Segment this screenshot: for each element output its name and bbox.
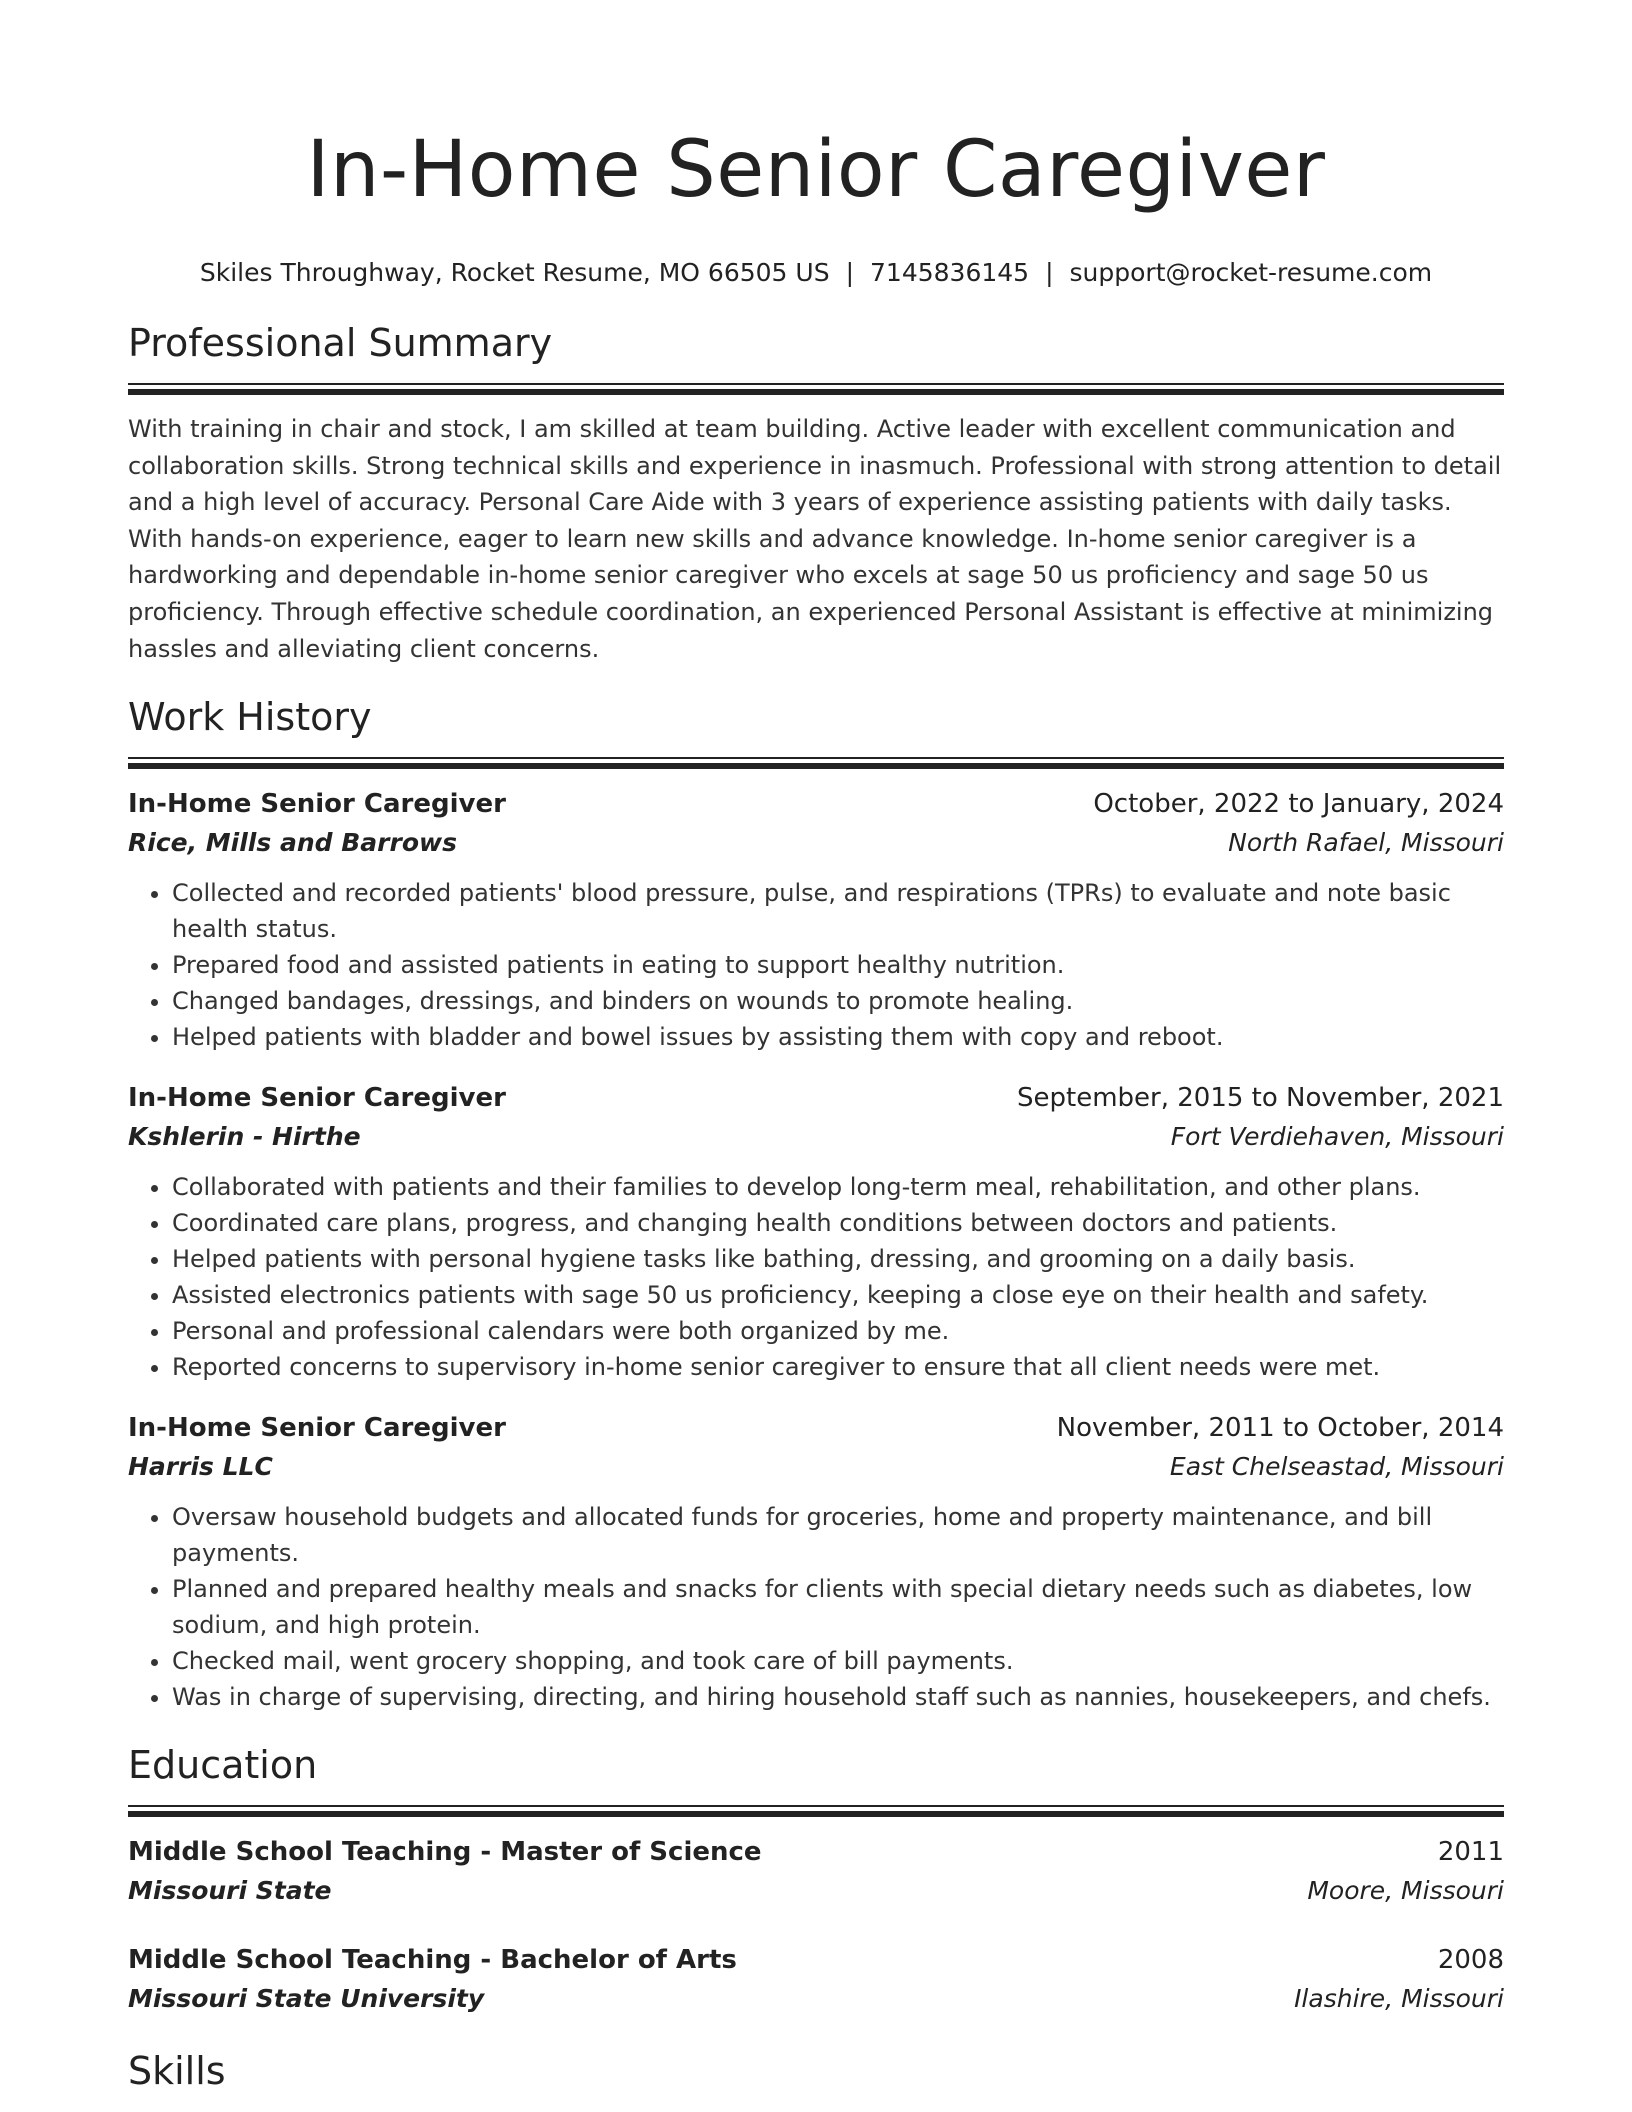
job-bullets xyxy=(128,875,1504,1055)
job-dates: November, 2011 to October, 2014 xyxy=(1056,1413,1504,1444)
education-entry xyxy=(128,1941,1504,2019)
contact-separator: | xyxy=(845,258,855,287)
job-bullet: • Collaborated with patients and their families to develop long-term meal, rehabilitation, and other plans. xyxy=(172,1169,1504,1205)
job-entry xyxy=(128,785,1504,1055)
degree-title: Middle School Teaching - Master of Science xyxy=(128,1837,762,1868)
section-divider xyxy=(128,383,1504,395)
job-bullet: • Planned and prepared healthy meals and snacks for clients with special dietary needs such as diabetes, low sodium, and high protein. xyxy=(172,1571,1504,1643)
school-name: Missouri State University xyxy=(128,1984,485,2014)
contact-email: support@rocket-resume.com xyxy=(1069,258,1433,287)
job-company: Rice, Mills and Barrows xyxy=(128,828,457,858)
section-heading-work: Work History xyxy=(128,695,372,740)
school-location: Ilashire, Missouri xyxy=(1294,1984,1504,2014)
job-entry xyxy=(128,1409,1504,1715)
contact-address: Skiles Throughway, Rocket Resume, MO 66505 US xyxy=(199,258,830,287)
job-bullet: • Was in charge of supervising, directing, and hiring household staff such as nannies, housekeepers, and chefs. xyxy=(172,1679,1504,1715)
job-title: In-Home Senior Caregiver xyxy=(128,1083,506,1114)
section-divider xyxy=(128,757,1504,769)
summary-text: With training in chair and stock, I am skilled at team building. Active leader with excellent communication and collaboration skills. Strong technical skills and experience in inasmuch. Professional with strong attention to detail and a high level of accuracy. Personal Care Aide with 3 years of experience assisting patients with daily tasks. With hands-on experience, eager to learn new skills and advance knowledge. In-home senior caregiver is a hardworking and dependable in-home senior caregiver who excels at sage 50 us proficiency and sage 50 us proficiency. Through effective schedule coordination, an experienced Personal Assistant is effective at minimizing hassles and alleviating client concerns. xyxy=(128,415,1502,663)
job-company: Harris LLC xyxy=(128,1452,273,1482)
job-bullet: • Personal and professional calendars were both organized by me. xyxy=(172,1313,1504,1349)
job-bullet: • Helped patients with personal hygiene tasks like bathing, dressing, and grooming on a daily basis. xyxy=(172,1241,1504,1277)
job-dates: September, 2015 to November, 2021 xyxy=(1017,1083,1504,1114)
job-location: North Rafael, Missouri xyxy=(1228,828,1504,858)
work-section xyxy=(128,693,1504,1715)
degree-year: 2008 xyxy=(1437,1945,1504,1976)
degree-year: 2011 xyxy=(1437,1837,1504,1868)
job-bullet: • Coordinated care plans, progress, and changing health conditions between doctors and patients. xyxy=(172,1205,1504,1241)
job-title: In-Home Senior Caregiver xyxy=(128,789,506,820)
job-bullet: • Assisted electronics patients with sage 50 us proficiency, keeping a close eye on their health and safety. xyxy=(172,1277,1504,1313)
job-location: East Chelseastad, Missouri xyxy=(1169,1452,1504,1482)
education-entry xyxy=(128,1833,1504,1911)
job-bullet: • Helped patients with bladder and bowel issues by assisting them with copy and reboot. xyxy=(172,1019,1504,1055)
summary-section xyxy=(128,319,1504,667)
job-bullet: • Checked mail, went grocery shopping, and took care of bill payments. xyxy=(172,1643,1504,1679)
school-location: Moore, Missouri xyxy=(1307,1876,1504,1906)
job-bullets xyxy=(128,1169,1504,1385)
job-bullet: • Prepared food and assisted patients in eating to support healthy nutrition. xyxy=(172,947,1504,983)
job-company: Kshlerin - Hirthe xyxy=(128,1122,361,1152)
job-bullets xyxy=(128,1499,1504,1715)
section-heading-education: Education xyxy=(128,1743,318,1788)
resume-page xyxy=(128,0,1504,2095)
job-bullet: • Collected and recorded patients' blood pressure, pulse, and respirations (TPRs) to evaluate and note basic health status. xyxy=(172,875,1504,947)
contact-line xyxy=(128,256,1504,290)
contact-separator: | xyxy=(1045,258,1054,287)
section-divider xyxy=(128,1805,1504,1817)
job-location: Fort Verdiehaven, Missouri xyxy=(1170,1122,1504,1152)
job-dates: October, 2022 to January, 2024 xyxy=(1093,789,1504,820)
section-heading-summary: Professional Summary xyxy=(128,321,553,365)
job-entry xyxy=(128,1079,1504,1385)
education-section xyxy=(128,1741,1504,2019)
contact-phone: 7145836145 xyxy=(870,258,1030,287)
section-heading-skills: Skills xyxy=(128,2049,226,2094)
job-bullet: • Changed bandages, dressings, and binders on wounds to promote healing. xyxy=(172,983,1504,1019)
job-bullet: • Oversaw household budgets and allocated funds for groceries, home and property maintenance, and bill payments. xyxy=(172,1499,1504,1571)
job-bullet: • Reported concerns to supervisory in-home senior caregiver to ensure that all client needs were met. xyxy=(172,1349,1504,1385)
job-title: In-Home Senior Caregiver xyxy=(128,1413,506,1444)
skills-section xyxy=(128,2047,1504,2095)
degree-title: Middle School Teaching - Bachelor of Arts xyxy=(128,1945,737,1976)
resume-name: In-Home Senior Caregiver xyxy=(306,125,1326,215)
school-name: Missouri State xyxy=(128,1876,332,1906)
